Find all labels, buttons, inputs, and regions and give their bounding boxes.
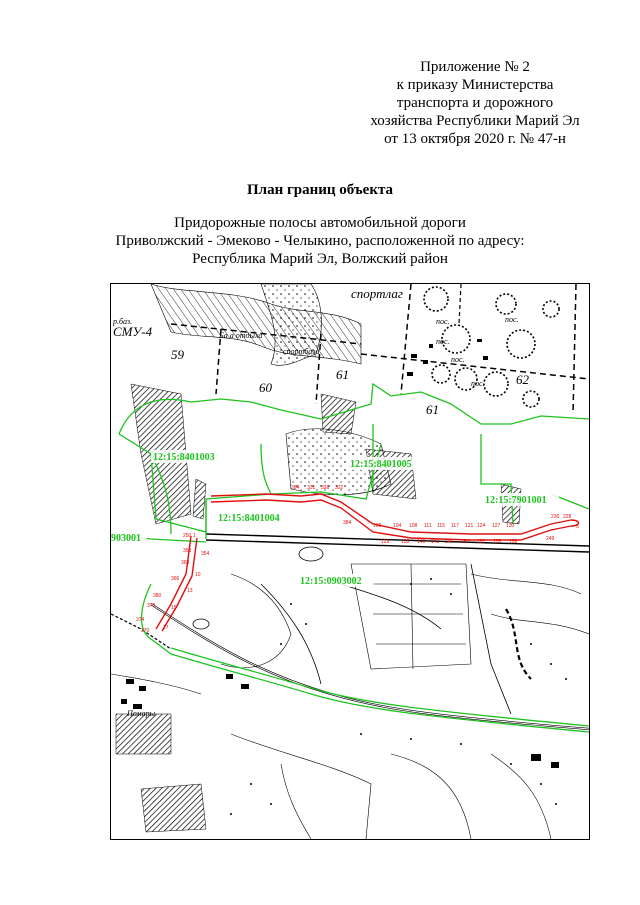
point-number: 374 — [136, 617, 145, 623]
point-number: 13 — [187, 588, 193, 594]
label-sport-base: спортбаза — [283, 347, 320, 356]
label-block-60: 60 — [259, 380, 272, 395]
point-number: 228 — [563, 514, 572, 520]
point-number: 124 — [477, 523, 486, 529]
label-smu: СМУ-4 — [113, 324, 153, 339]
point-number: 380 — [153, 593, 162, 599]
appendix-line: Приложение № 2 — [420, 59, 530, 75]
point-number: 17 — [163, 625, 169, 631]
point-number: 236 — [551, 514, 560, 520]
point-number: 363 — [181, 560, 190, 566]
subtitle-line: Придорожные полосы автомобильной дороги — [174, 215, 466, 231]
subtitle-line: Приволжский - Эмеково - Челыкино, расположенной по адресу: — [115, 233, 525, 249]
point-number: 127 — [492, 523, 501, 529]
point-number: 15 — [171, 605, 177, 611]
label-village: Помары — [127, 709, 155, 718]
point-number: 150 — [461, 539, 470, 545]
point-number: 378 — [147, 603, 156, 609]
label-pos: пос. — [471, 379, 485, 388]
point-number: 384 — [343, 520, 352, 526]
point-number: 250 1 — [183, 533, 196, 539]
point-number: 366 — [171, 576, 180, 582]
label-pos: пос. — [436, 337, 450, 346]
point-number: 115 — [437, 523, 445, 529]
label-smu-prefix: р.баз. — [113, 317, 133, 326]
plan-title: План границ объекта — [246, 182, 394, 198]
point-number: 155 — [493, 539, 502, 545]
point-number: 158 — [509, 539, 518, 545]
point-number: 117 — [451, 523, 459, 529]
subtitle-line: Республика Марий Эл, Волжский район — [192, 251, 448, 267]
cadastral-label-8401005: 12:15:8401005 — [350, 459, 412, 470]
cadastral-label-8401003: 12:15:8401003 — [153, 452, 215, 463]
label-sport-camp: спортлаг — [351, 286, 403, 301]
cadastral-label-903001: 903001 — [111, 533, 141, 544]
label-pos: пос. — [436, 317, 450, 326]
map-canvas — [111, 284, 589, 839]
point-number: 384 — [291, 485, 300, 491]
point-number: 331 — [307, 485, 316, 491]
point-number: 370 — [141, 628, 150, 634]
cadastral-label-7901001: 12:15:7901001 — [485, 495, 547, 506]
label-pos: пос. — [505, 315, 519, 324]
label-block-61: 61 — [336, 367, 349, 382]
point-number: 358 — [183, 548, 192, 554]
point-number: 140 — [417, 539, 426, 545]
appendix-line: от 13 октября 2020 г. № 47-н — [384, 131, 566, 147]
point-number: 5 — [576, 524, 579, 530]
point-number: 123 — [381, 539, 390, 545]
cadastral-label-0903002: 12:15:0903002 — [300, 576, 362, 587]
appendix-line: хозяйства Республики Марий Эл — [370, 113, 580, 129]
point-number: 121 — [465, 523, 474, 529]
point-number: 249 — [546, 536, 555, 542]
point-number: 326 — [321, 485, 330, 491]
appendix-line: к приказу Министерства — [396, 77, 554, 93]
plan-subtitle — [0, 214, 640, 268]
point-number: 146 — [445, 539, 454, 545]
label-block-62: 62 — [516, 372, 529, 387]
label-block-59: 59 — [171, 347, 184, 362]
point-number: 322 — [335, 485, 344, 491]
point-number: 100 — [373, 523, 382, 529]
point-number: 354 — [201, 551, 210, 557]
point-number: 108 — [409, 523, 418, 529]
point-number: 10 — [195, 572, 201, 578]
boundary-map[interactable] — [110, 283, 590, 840]
point-number: 152 — [477, 539, 486, 545]
point-number: 111 — [424, 523, 432, 529]
point-number: 130 — [506, 523, 515, 529]
point-number: 143 — [431, 539, 440, 545]
label-block-61b: 61 — [426, 402, 439, 417]
appendix-block — [330, 58, 620, 148]
appendix-line: транспорта и дорожного — [396, 95, 554, 111]
point-number: 104 — [393, 523, 402, 529]
label-pos: пос. — [451, 355, 465, 364]
point-number: 138 — [401, 539, 410, 545]
cadastral-label-8401004: 12:15:8401004 — [218, 513, 280, 524]
label-rest-base: Ба а отдыха — [219, 331, 263, 340]
